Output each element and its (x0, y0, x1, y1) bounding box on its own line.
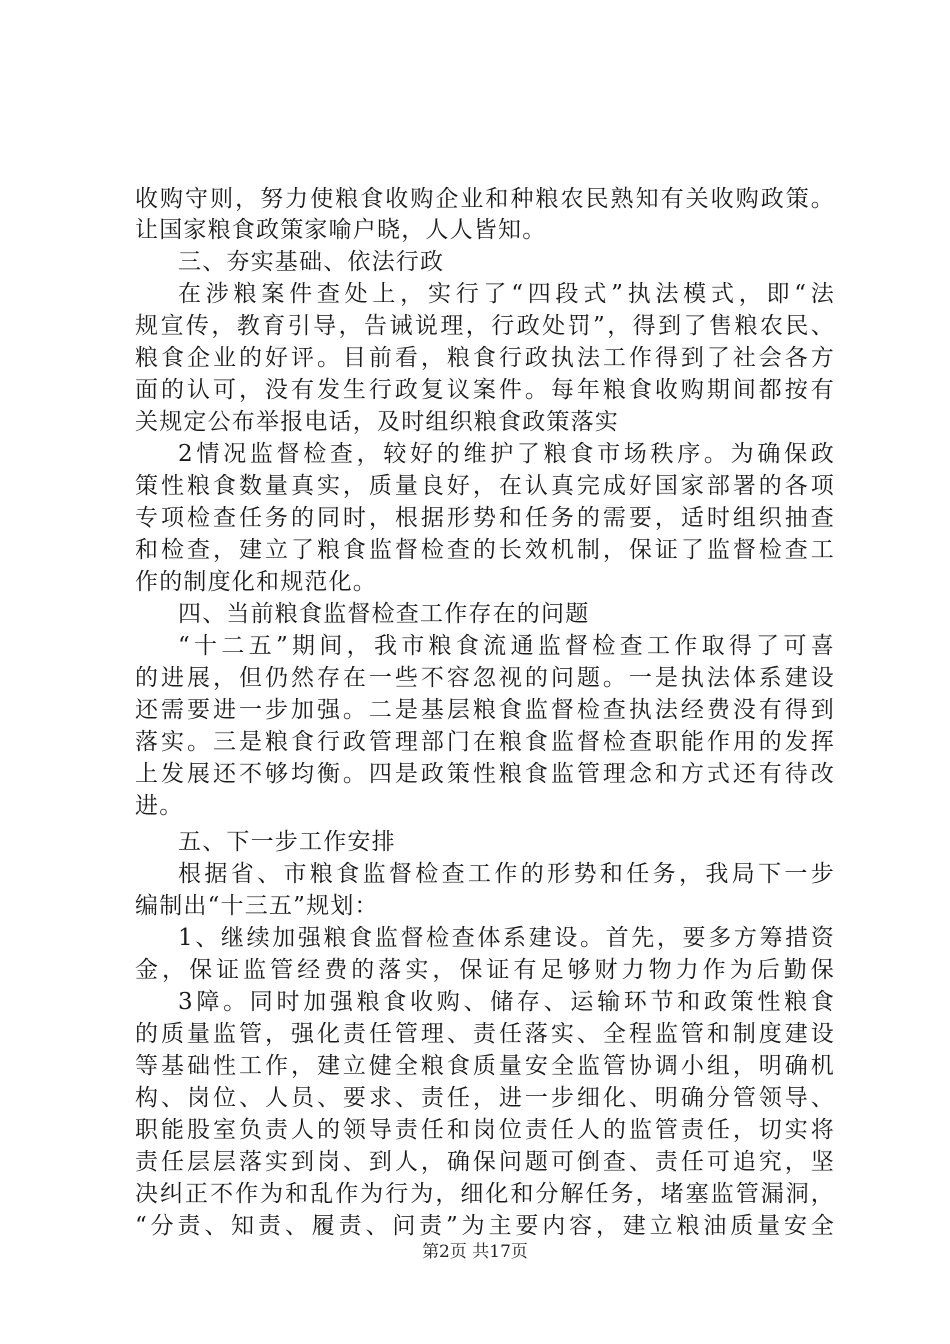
text-line: 专项检查任务的同时，根据形势和任务的需要，适时组织抽查 (135, 505, 835, 531)
text-line: 让国家粮食政策家喻户晓，人人皆知。 (135, 217, 547, 243)
section-heading: 三、夯实基础、依法行政 (178, 249, 445, 275)
text-line: 金，保证监管经费的落实，保证有足够财力物力作为后勤保 (135, 957, 835, 983)
text-line: “十二五”期间，我市粮食流通监督检查工作取得了可喜 (178, 633, 835, 659)
text-line: 决纠正不作为和乱作为行为，细化和分解任务，堵塞监管漏洞， (135, 1181, 835, 1207)
text-line: 2情况监督检查，较好的维护了粮食市场秩序。为确保政 (178, 441, 835, 467)
text-line: 等基础性工作，建立健全粮食质量安全监管协调小组，明确机 (135, 1053, 835, 1079)
text-line: 责任层层落实到岗、到人，确保问题可倒查、责任可追究，坚 (135, 1149, 835, 1175)
text-line: 构、岗位、人员、要求、责任，进一步细化、明确分管领导、 (135, 1085, 835, 1111)
text-line: 收购守则，努力使粮食收购企业和种粮农民熟知有关收购政策。 (135, 186, 835, 212)
text-line: 面的认可，没有发生行政复议案件。每年粮食收购期间都按有 (135, 377, 835, 403)
text-line: 职能股室负责人的领导责任和岗位责任人的监管责任，切实将 (135, 1117, 835, 1143)
text-line: 上发展还不够均衡。四是政策性粮食监管理念和方式还有待改 (135, 761, 835, 787)
text-line: 1、继续加强粮食监督检查体系建设。首先，要多方筹措资 (178, 925, 835, 951)
section-heading: 四、当前粮食监督检查工作存在的问题 (178, 601, 590, 627)
text-line: 的进展，但仍然存在一些不容忽视的问题。一是执法体系建设 (135, 665, 835, 691)
text-line: 和检查，建立了粮食监督检查的长效机制，保证了监督检查工 (135, 537, 835, 563)
text-line: 编制出“十三五”规划： (135, 893, 379, 919)
text-line: 的质量监管，强化责任管理、责任落实、全程监管和制度建设 (135, 1021, 835, 1047)
text-line: 进。 (135, 793, 184, 819)
section-heading: 五、下一步工作安排 (178, 829, 396, 855)
text-line: 落实。三是粮食行政管理部门在粮食监督检查职能作用的发挥 (135, 729, 835, 755)
text-line: 粮食企业的好评。目前看，粮食行政执法工作得到了社会各方 (135, 345, 835, 371)
text-line: 关规定公布举报电话，及时组织粮食政策落实 (135, 409, 619, 435)
text-line: 规宣传，教育引导，告诫说理，行政处罚”，得到了售粮农民、 (135, 313, 835, 339)
text-line: 还需要进一步加强。二是基层粮食监督检查执法经费没有得到 (135, 697, 835, 723)
text-line: 作的制度化和规范化。 (135, 569, 377, 595)
text-line: “分责、知责、履责、问责”为主要内容，建立粮油质量安全 (135, 1213, 835, 1239)
text-line: 根据省、市粮食监督检查工作的形势和任务，我局下一步 (178, 861, 835, 887)
text-line: 策性粮食数量真实，质量良好，在认真完成好国家部署的各项 (135, 473, 835, 499)
text-line: 3障。同时加强粮食收购、储存、运输环节和政策性粮食 (178, 989, 835, 1015)
text-line: 在涉粮案件查处上，实行了“四段式”执法模式，即“法 (178, 281, 835, 307)
page-footer: 第2页 共17页 (422, 1242, 528, 1262)
